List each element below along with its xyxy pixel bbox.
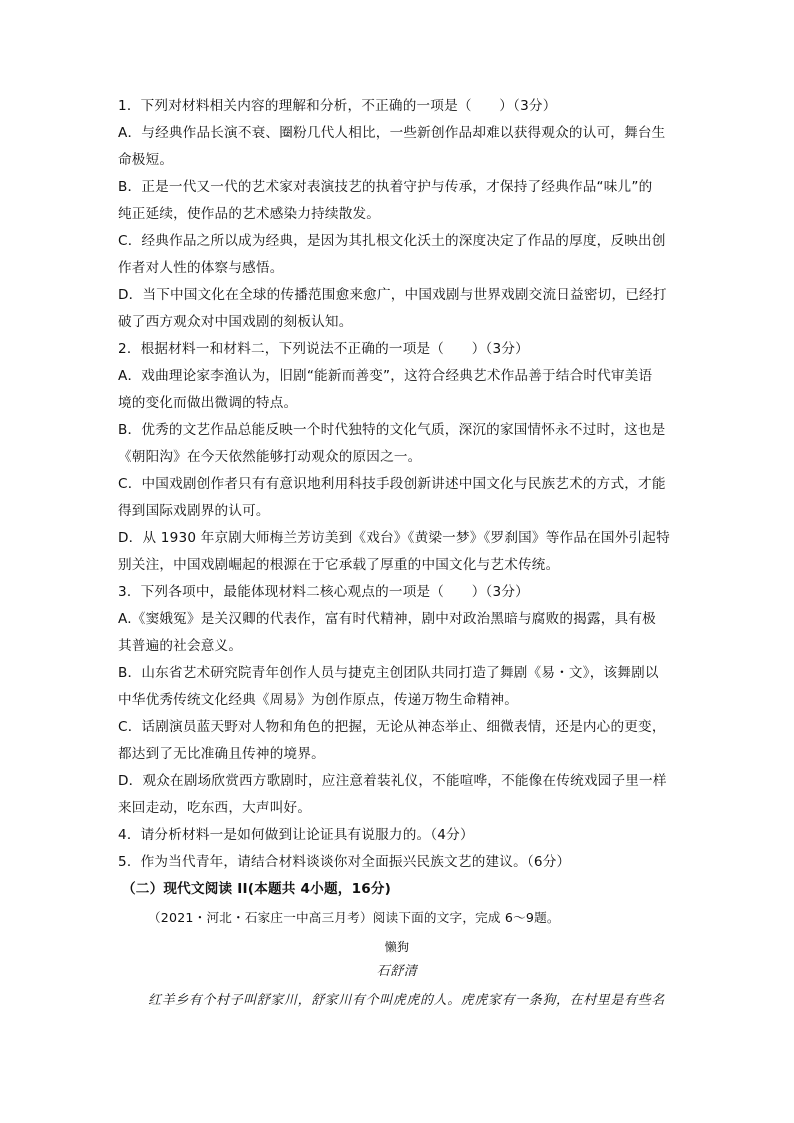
q1-option-d-line1: D．当下中国文化在全球的传播范围愈来愈广，中国戏剧与世界戏剧交流日益密切，已经打 xyxy=(118,287,667,303)
q3-option-d-line2: 来回走动，吃东西，大声叫好。 xyxy=(118,800,312,816)
q2-option-b-line2: 《朝阳沟》在今天依然能够打动观众的原因之一。 xyxy=(118,449,422,465)
section-heading: （二）现代文阅读 II(本题共 4小题，16分) xyxy=(122,881,392,897)
q2-option-a-line2: 境的变化而做出微调的特点。 xyxy=(118,395,298,411)
q1-option-c-line1: C．经典作品之所以成为经典，是因为其扎根文化沃土的深度决定了作品的厚度，反映出创 xyxy=(118,233,666,249)
q2-option-d-line2: 别关注，中国戏剧崛起的根源在于它承载了厚重的中国文化与艺术传统。 xyxy=(118,557,560,573)
q2-option-b-line1: B．优秀的文艺作品总能反映一个时代独特的文化气质，深沉的家国情怀永不过时，这也是 xyxy=(118,422,666,438)
question-1-stem: 1．下列对材料相关内容的理解和分析，不正确的一项是（ ）（3分） xyxy=(118,98,557,114)
q2-option-c-line1: C．中国戏剧创作者只有有意识地利用科技手段创新讲述中国文化与民族艺术的方式，才能 xyxy=(118,476,666,492)
question-3-stem: 3．下列各项中，最能体现材料二核心观点的一项是（ ）（3分） xyxy=(118,584,529,600)
q1-option-b-line2: 纯正延续，使作品的艺术感染力持续散发。 xyxy=(118,206,381,222)
q2-option-a-line1: A．戏曲理论家李渔认为，旧剧“能新而善变”，这符合经典艺术作品善于结合时代审美语 xyxy=(118,368,653,384)
q2-option-c-line2: 得到国际戏剧界的认可。 xyxy=(118,503,270,519)
q3-option-b-line2: 中华优秀传统文化经典《周易》为创作原点，传递万物生命精神。 xyxy=(118,692,519,708)
q2-option-d-line1: D．从 1930 年京剧大师梅兰芳访美到《戏台》《黄梁一梦》《罗刹国》等作品在国外引起特 xyxy=(118,530,670,546)
q3-option-b-line1: B．山东省艺术研究院青年创作人员与捷克主创团队共同打造了舞剧《易・文》，该舞剧以 xyxy=(118,665,659,681)
story-first-line: 红羊乡有个村子叫舒家川，舒家川有个叫虎虎的人。虎虎家有一条狗，在村里是有些名 xyxy=(148,993,665,1008)
q3-option-d-line1: D．观众在剧场欣赏西方歌剧时，应注意着装礼仪，不能喧哗，不能像在传统戏园子里一样 xyxy=(118,773,667,789)
q1-option-d-line2: 破了西方观众对中国戏剧的刻板认知。 xyxy=(118,314,353,330)
question-5: 5．作为当代青年，请结合材料谈谈你对全面振兴民族文艺的建议。（6分） xyxy=(118,854,571,870)
question-2-stem: 2．根据材料一和材料二，下列说法不正确的一项是（ ）（3分） xyxy=(118,341,529,357)
q3-option-c-line2: 都达到了无比准确且传神的境界。 xyxy=(118,746,325,762)
q3-option-c-line1: C．话剧演员蓝天野对人物和角色的把握，无论从神态举止、细微表情，还是内心的更变， xyxy=(118,719,666,735)
q1-option-a-line2: 命极短。 xyxy=(118,152,174,168)
question-4: 4．请分析材料一是如何做到让论证具有说服力的。（4分） xyxy=(118,827,474,843)
section-intro: （2021・河北・石家庄一中高三月考）阅读下面的文字，完成 6～9题。 xyxy=(148,910,560,925)
story-title: 懒狗 xyxy=(384,940,410,954)
q1-option-b-line1: B．正是一代又一代的艺术家对表演技艺的执着守护与传承，才保持了经典作品“味儿”的 xyxy=(118,179,653,195)
q3-option-a-line1: A.《窦娥冤》是关汉卿的代表作，富有时代精神，剧中对政治黑暗与腐败的揭露，具有极 xyxy=(118,611,656,627)
q3-option-a-line2: 其普遍的社会意义。 xyxy=(118,638,243,654)
story-author: 石舒清 xyxy=(376,964,418,979)
q1-option-a-line1: A．与经典作品长演不衰、圈粉几代人相比，一些新创作品却难以获得观众的认可，舞台生 xyxy=(118,125,666,141)
q1-option-c-line2: 作者对人性的体察与感悟。 xyxy=(118,260,284,276)
